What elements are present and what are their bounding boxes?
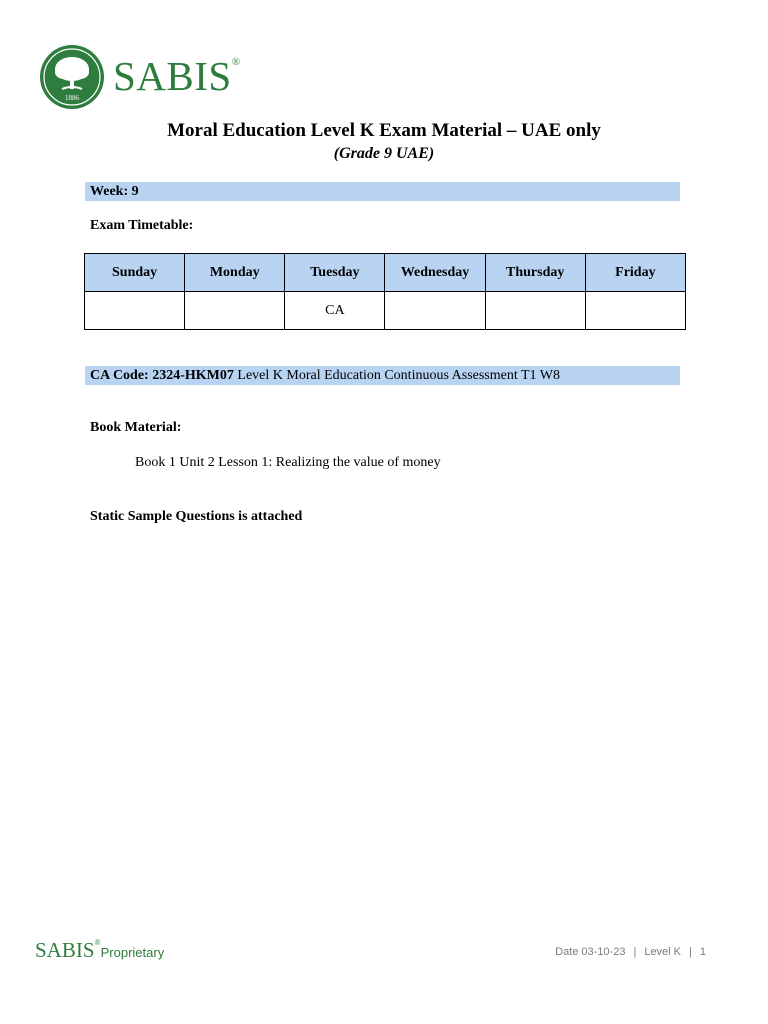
ca-code: CA Code: 2324-HKM07 — [90, 368, 234, 383]
book-material-label: Book Material: — [90, 420, 182, 435]
header-wednesday: Wednesday — [385, 254, 485, 292]
footer-brand: SABIS — [35, 938, 95, 962]
sabis-logo — [40, 44, 241, 110]
cell-sunday — [85, 292, 185, 330]
header-tuesday: Tuesday — [285, 254, 385, 292]
static-sample-note: Static Sample Questions is attached — [90, 509, 303, 524]
exam-timetable-label: Exam Timetable: — [90, 218, 194, 233]
timetable-row — [85, 292, 686, 330]
header-friday: Friday — [585, 254, 685, 292]
book-material-line: Book 1 Unit 2 Lesson 1: Realizing the value of money — [135, 455, 441, 470]
footer-separator: | — [633, 946, 637, 958]
footer-registered-mark: ® — [94, 938, 101, 947]
cell-wednesday — [385, 292, 485, 330]
ca-code-band — [85, 366, 680, 385]
cell-monday — [185, 292, 285, 330]
header-thursday: Thursday — [485, 254, 585, 292]
footer-date: Date 03-10-23 — [555, 946, 626, 958]
footer-proprietary: Proprietary — [100, 945, 165, 960]
header-monday: Monday — [185, 254, 285, 292]
page-title: Moral Education Level K Exam Material – UAE only — [167, 120, 601, 141]
header-sunday: Sunday — [85, 254, 185, 292]
footer-level: Level K — [644, 946, 682, 958]
registered-mark: ® — [231, 55, 241, 68]
cell-thursday — [485, 292, 585, 330]
page-subtitle: (Grade 9 UAE) — [333, 145, 435, 162]
week-band: Week: 9 — [85, 182, 680, 201]
footer-logo — [35, 938, 164, 963]
timetable-header-row — [85, 254, 686, 292]
cell-tuesday: CA — [285, 292, 385, 330]
footer-separator: | — [689, 946, 692, 958]
ca-description: Level K Moral Education Continuous Assessment T1 W8 — [233, 368, 561, 383]
exam-timetable — [84, 253, 686, 330]
seal-year: 1886 — [65, 94, 79, 102]
cell-friday — [585, 292, 685, 330]
brand-name: SABIS® — [113, 52, 241, 99]
footer-page-number: 1 — [699, 946, 706, 958]
footer-meta — [555, 946, 706, 958]
tree-seal-icon — [40, 45, 104, 109]
